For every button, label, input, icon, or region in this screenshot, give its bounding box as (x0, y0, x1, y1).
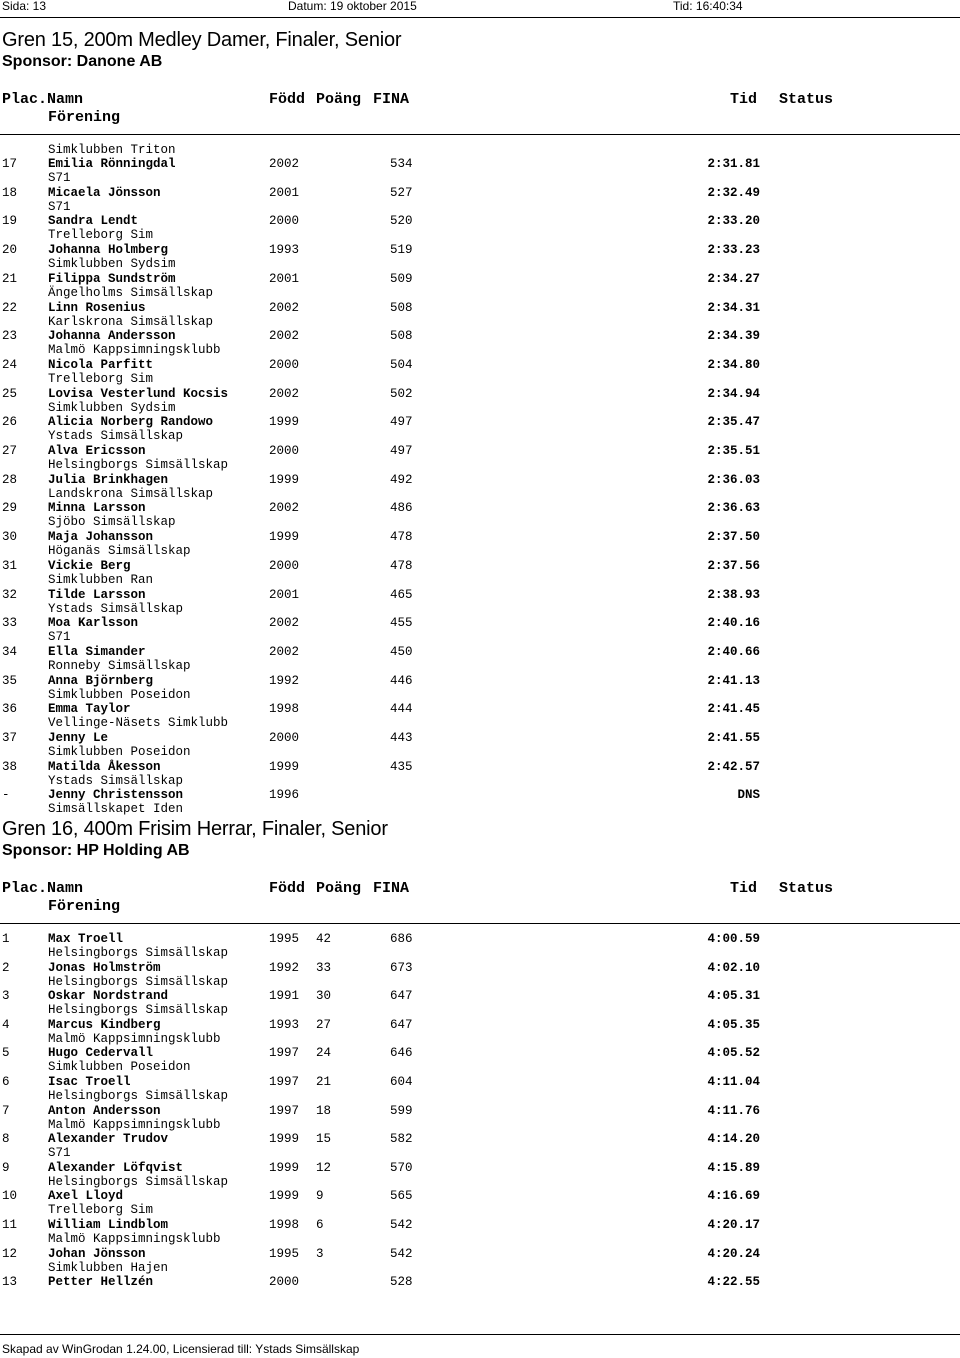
points: 30 (316, 989, 332, 1003)
club-name: Höganäs Simsällskap (48, 544, 191, 558)
birth-year: 2002 (269, 387, 300, 401)
points: 27 (316, 1018, 332, 1032)
club-name: Ystads Simsällskap (48, 602, 184, 616)
col-header-fodd: Född (269, 880, 306, 897)
result-time: 4:11.04 (707, 1075, 760, 1089)
swimmer-name: William Lindblom (48, 1218, 169, 1232)
col-header-tid: Tid (730, 880, 758, 897)
swimmer-name: Tilde Larsson (48, 588, 146, 602)
swimmer-name: Maja Johansson (48, 530, 154, 544)
fina-points: 497 (390, 415, 413, 429)
birth-year: 2002 (269, 329, 300, 343)
swimmer-name: Marcus Kindberg (48, 1018, 161, 1032)
swimmer-name: Oskar Nordstrand (48, 989, 169, 1003)
col-header-forening: Förening (48, 109, 121, 126)
result-placement: 4 (2, 1018, 10, 1032)
fina-points: 520 (390, 214, 413, 228)
birth-year: 2001 (269, 186, 300, 200)
col-header-tid: Tid (730, 91, 758, 108)
club-name: S71 (48, 171, 71, 185)
swimmer-name: Jenny Le (48, 731, 109, 745)
result-placement: 36 (2, 702, 18, 716)
swimmer-name: Nicola Parfitt (48, 358, 154, 372)
points: 42 (316, 932, 332, 946)
fina-points: 519 (390, 243, 413, 257)
result-time: 2:34.94 (707, 387, 760, 401)
club-name: S71 (48, 200, 71, 214)
club-name: Ronneby Simsällskap (48, 659, 191, 673)
swimmer-name: Emilia Rönningdal (48, 157, 176, 171)
result-time: 2:41.13 (707, 674, 760, 688)
result-time: 2:42.57 (707, 760, 760, 774)
club-name: Ängelholms Simsällskap (48, 286, 214, 300)
result-placement: 25 (2, 387, 18, 401)
swimmer-name: Johanna Holmberg (48, 243, 169, 257)
club-name: Ystads Simsällskap (48, 429, 184, 443)
result-time: 2:33.23 (707, 243, 760, 257)
col-header-fina: FINA (373, 880, 410, 897)
birth-year: 1999 (269, 530, 300, 544)
club-name: Malmö Kappsimningsklubb (48, 1118, 221, 1132)
result-time: 4:05.35 (707, 1018, 760, 1032)
result-placement: 10 (2, 1189, 18, 1203)
birth-year: 1997 (269, 1075, 300, 1089)
points: 3 (316, 1247, 324, 1261)
result-placement: 37 (2, 731, 18, 745)
result-placement: 3 (2, 989, 10, 1003)
result-placement: 12 (2, 1247, 18, 1261)
fina-points: 446 (390, 674, 413, 688)
result-placement: 11 (2, 1218, 18, 1232)
birth-year: 1998 (269, 702, 300, 716)
col-header-status: Status (779, 91, 834, 108)
result-time: 2:41.55 (707, 731, 760, 745)
fina-points: 444 (390, 702, 413, 716)
points: 6 (316, 1218, 324, 1232)
result-placement: 28 (2, 473, 18, 487)
result-placement: 34 (2, 645, 18, 659)
birth-year: 1995 (269, 1247, 300, 1261)
header-divider (0, 17, 960, 18)
event-sponsor: Sponsor: HP Holding AB (2, 842, 190, 859)
swimmer-name: Anton Andersson (48, 1104, 161, 1118)
result-placement: 18 (2, 186, 18, 200)
points: 21 (316, 1075, 332, 1089)
result-placement: 27 (2, 444, 18, 458)
result-placement: 24 (2, 358, 18, 372)
fina-points: 604 (390, 1075, 413, 1089)
club-name: Helsingborgs Simsällskap (48, 946, 229, 960)
birth-year: 2000 (269, 444, 300, 458)
result-time: 2:35.51 (707, 444, 760, 458)
swimmer-name: Matilda Åkesson (48, 760, 161, 774)
result-time: 4:11.76 (707, 1104, 760, 1118)
club-name: Simklubben Poseidon (48, 745, 191, 759)
birth-year: 1993 (269, 243, 300, 257)
result-placement: 6 (2, 1075, 10, 1089)
birth-year: 1999 (269, 760, 300, 774)
swimmer-name: Anna Björnberg (48, 674, 154, 688)
result-placement: 32 (2, 588, 18, 602)
fina-points: 508 (390, 329, 413, 343)
points: 9 (316, 1189, 324, 1203)
fina-points: 673 (390, 961, 413, 975)
fina-points: 647 (390, 989, 413, 1003)
fina-points: 686 (390, 932, 413, 946)
result-time: 2:40.16 (707, 616, 760, 630)
birth-year: 1992 (269, 961, 300, 975)
col-header-plac-namn: Plac.Namn (2, 91, 84, 108)
result-time: 2:32.49 (707, 186, 760, 200)
club-name: Simklubben Sydsim (48, 257, 176, 271)
birth-year: 2000 (269, 559, 300, 573)
result-time: 4:22.55 (707, 1275, 760, 1289)
swimmer-name: Max Troell (48, 932, 124, 946)
swimmer-name: Johan Jönsson (48, 1247, 146, 1261)
birth-year: 2002 (269, 645, 300, 659)
fina-points: 502 (390, 387, 413, 401)
col-header-poang: Poäng (316, 880, 362, 897)
club-name: Simklubben Poseidon (48, 688, 191, 702)
carryover-club: Simklubben Triton (48, 143, 176, 157)
result-placement: 38 (2, 760, 18, 774)
result-time: 4:15.89 (707, 1161, 760, 1175)
swimmer-name: Emma Taylor (48, 702, 131, 716)
fina-points: 508 (390, 301, 413, 315)
swimmer-name: Julia Brinkhagen (48, 473, 169, 487)
fina-points: 646 (390, 1046, 413, 1060)
swimmer-name: Isac Troell (48, 1075, 131, 1089)
points: 15 (316, 1132, 332, 1146)
club-name: Helsingborgs Simsällskap (48, 1175, 229, 1189)
birth-year: 2000 (269, 358, 300, 372)
fina-points: 534 (390, 157, 413, 171)
club-name: Karlskrona Simsällskap (48, 315, 214, 329)
page-number: Sida: 13 (2, 0, 47, 13)
result-placement: 26 (2, 415, 18, 429)
fina-points: 504 (390, 358, 413, 372)
fina-points: 497 (390, 444, 413, 458)
birth-year: 1991 (269, 989, 300, 1003)
club-name: Simklubben Ran (48, 573, 154, 587)
birth-year: 2001 (269, 272, 300, 286)
result-time: DNS (737, 788, 760, 802)
fina-points: 465 (390, 588, 413, 602)
birth-year: 1998 (269, 1218, 300, 1232)
birth-year: 2002 (269, 616, 300, 630)
result-time: 4:14.20 (707, 1132, 760, 1146)
club-name: Malmö Kappsimningsklubb (48, 343, 221, 357)
club-name: Helsingborgs Simsällskap (48, 458, 229, 472)
swimmer-name: Alva Ericsson (48, 444, 146, 458)
fina-points: 455 (390, 616, 413, 630)
club-name: Helsingborgs Simsällskap (48, 1003, 229, 1017)
birth-year: 1995 (269, 932, 300, 946)
result-time: 2:37.50 (707, 530, 760, 544)
result-placement: 5 (2, 1046, 10, 1060)
result-placement: 30 (2, 530, 18, 544)
event-title: Gren 16, 400m Frisim Herrar, Finaler, Senior (2, 818, 388, 840)
fina-points: 527 (390, 186, 413, 200)
result-time: 2:35.47 (707, 415, 760, 429)
fina-points: 542 (390, 1218, 413, 1232)
header-rule (0, 923, 960, 924)
result-time: 2:38.93 (707, 588, 760, 602)
footer-text: Skapad av WinGrodan 1.24.00, Licensierad till: Ystads Simsällskap (2, 1342, 360, 1356)
result-time: 2:34.31 (707, 301, 760, 315)
fina-points: 509 (390, 272, 413, 286)
result-placement: 2 (2, 961, 10, 975)
fina-points: 599 (390, 1104, 413, 1118)
print-time: Tid: 16:40:34 (673, 0, 743, 13)
result-placement: 9 (2, 1161, 10, 1175)
result-time: 4:20.24 (707, 1247, 760, 1261)
col-header-forening: Förening (48, 898, 121, 915)
result-time: 2:33.20 (707, 214, 760, 228)
event-title: Gren 15, 200m Medley Damer, Finaler, Senior (2, 29, 402, 51)
swimmer-name: Hugo Cedervall (48, 1046, 154, 1060)
header-rule (0, 134, 960, 135)
fina-points: 450 (390, 645, 413, 659)
result-time: 2:34.27 (707, 272, 760, 286)
swimmer-name: Moa Karlsson (48, 616, 139, 630)
result-placement: 22 (2, 301, 18, 315)
fina-points: 435 (390, 760, 413, 774)
result-placement: 17 (2, 157, 18, 171)
result-time: 2:31.81 (707, 157, 760, 171)
result-placement: 7 (2, 1104, 10, 1118)
col-header-status: Status (779, 880, 834, 897)
swimmer-name: Minna Larsson (48, 501, 146, 515)
footer-divider (0, 1334, 960, 1335)
swimmer-name: Linn Rosenius (48, 301, 146, 315)
result-placement: 13 (2, 1275, 18, 1289)
print-date: Datum: 19 oktober 2015 (288, 0, 417, 13)
swimmer-name: Alexander Trudov (48, 1132, 169, 1146)
col-header-plac-namn: Plac.Namn (2, 880, 84, 897)
result-placement: 35 (2, 674, 18, 688)
fina-points: 492 (390, 473, 413, 487)
club-name: Simklubben Sydsim (48, 401, 176, 415)
fina-points: 582 (390, 1132, 413, 1146)
result-placement: 23 (2, 329, 18, 343)
swimmer-name: Micaela Jönsson (48, 186, 161, 200)
swimmer-name: Axel Lloyd (48, 1189, 124, 1203)
swimmer-name: Sandra Lendt (48, 214, 139, 228)
result-placement: 33 (2, 616, 18, 630)
club-name: Ystads Simsällskap (48, 774, 184, 788)
swimmer-name: Filippa Sundström (48, 272, 176, 286)
birth-year: 2002 (269, 157, 300, 171)
birth-year: 1999 (269, 1132, 300, 1146)
result-placement: 20 (2, 243, 18, 257)
swimmer-name: Ella Simander (48, 645, 146, 659)
result-placement: 21 (2, 272, 18, 286)
birth-year: 2000 (269, 1275, 300, 1289)
club-name: Vellinge-Näsets Simklubb (48, 716, 229, 730)
fina-points: 647 (390, 1018, 413, 1032)
col-header-fodd: Född (269, 91, 306, 108)
result-time: 2:34.39 (707, 329, 760, 343)
result-time: 4:05.31 (707, 989, 760, 1003)
result-time: 2:40.66 (707, 645, 760, 659)
fina-points: 570 (390, 1161, 413, 1175)
swimmer-name: Vickie Berg (48, 559, 131, 573)
club-name: Sjöbo Simsällskap (48, 515, 176, 529)
birth-year: 1992 (269, 674, 300, 688)
birth-year: 2002 (269, 301, 300, 315)
fina-points: 478 (390, 530, 413, 544)
swimmer-name: Lovisa Vesterlund Kocsis (48, 387, 229, 401)
result-time: 2:36.63 (707, 501, 760, 515)
club-name: S71 (48, 1146, 71, 1160)
result-time: 4:20.17 (707, 1218, 760, 1232)
swimmer-name: Johanna Andersson (48, 329, 176, 343)
result-time: 4:02.10 (707, 961, 760, 975)
points: 18 (316, 1104, 332, 1118)
club-name: Simsällskapet Iden (48, 802, 184, 816)
club-name: Malmö Kappsimningsklubb (48, 1232, 221, 1246)
fina-points: 565 (390, 1189, 413, 1203)
result-time: 4:00.59 (707, 932, 760, 946)
club-name: Malmö Kappsimningsklubb (48, 1032, 221, 1046)
result-time: 2:34.80 (707, 358, 760, 372)
birth-year: 1999 (269, 473, 300, 487)
club-name: Trelleborg Sim (48, 228, 154, 242)
swimmer-name: Petter Hellzén (48, 1275, 154, 1289)
birth-year: 1993 (269, 1018, 300, 1032)
page-header-bar (0, 0, 960, 12)
points: 12 (316, 1161, 332, 1175)
birth-year: 1999 (269, 415, 300, 429)
result-time: 2:37.56 (707, 559, 760, 573)
club-name: Landskrona Simsällskap (48, 487, 214, 501)
birth-year: 2002 (269, 501, 300, 515)
result-time: 4:05.52 (707, 1046, 760, 1060)
fina-points: 443 (390, 731, 413, 745)
swimmer-name: Alicia Norberg Randowo (48, 415, 214, 429)
club-name: Trelleborg Sim (48, 1203, 154, 1217)
result-placement: 19 (2, 214, 18, 228)
fina-points: 486 (390, 501, 413, 515)
birth-year: 1999 (269, 1189, 300, 1203)
birth-year: 1996 (269, 788, 300, 802)
birth-year: 1999 (269, 1161, 300, 1175)
result-placement: 29 (2, 501, 18, 515)
event-sponsor: Sponsor: Danone AB (2, 53, 163, 70)
result-placement: - (2, 788, 10, 802)
birth-year: 2001 (269, 588, 300, 602)
swimmer-name: Jonas Holmström (48, 961, 161, 975)
fina-points: 528 (390, 1275, 413, 1289)
col-header-fina: FINA (373, 91, 410, 108)
result-placement: 31 (2, 559, 18, 573)
club-name: Simklubben Poseidon (48, 1060, 191, 1074)
birth-year: 1997 (269, 1046, 300, 1060)
club-name: Helsingborgs Simsällskap (48, 975, 229, 989)
fina-points: 542 (390, 1247, 413, 1261)
club-name: Helsingborgs Simsällskap (48, 1089, 229, 1103)
result-time: 4:16.69 (707, 1189, 760, 1203)
fina-points: 478 (390, 559, 413, 573)
result-placement: 1 (2, 932, 10, 946)
birth-year: 2000 (269, 214, 300, 228)
points: 33 (316, 961, 332, 975)
swimmer-name: Alexander Löfqvist (48, 1161, 184, 1175)
club-name: Simklubben Hajen (48, 1261, 169, 1275)
club-name: Trelleborg Sim (48, 372, 154, 386)
result-time: 2:36.03 (707, 473, 760, 487)
birth-year: 1997 (269, 1104, 300, 1118)
points: 24 (316, 1046, 332, 1060)
result-placement: 8 (2, 1132, 10, 1146)
result-time: 2:41.45 (707, 702, 760, 716)
swimmer-name: Jenny Christensson (48, 788, 184, 802)
birth-year: 2000 (269, 731, 300, 745)
club-name: S71 (48, 630, 71, 644)
col-header-poang: Poäng (316, 91, 362, 108)
